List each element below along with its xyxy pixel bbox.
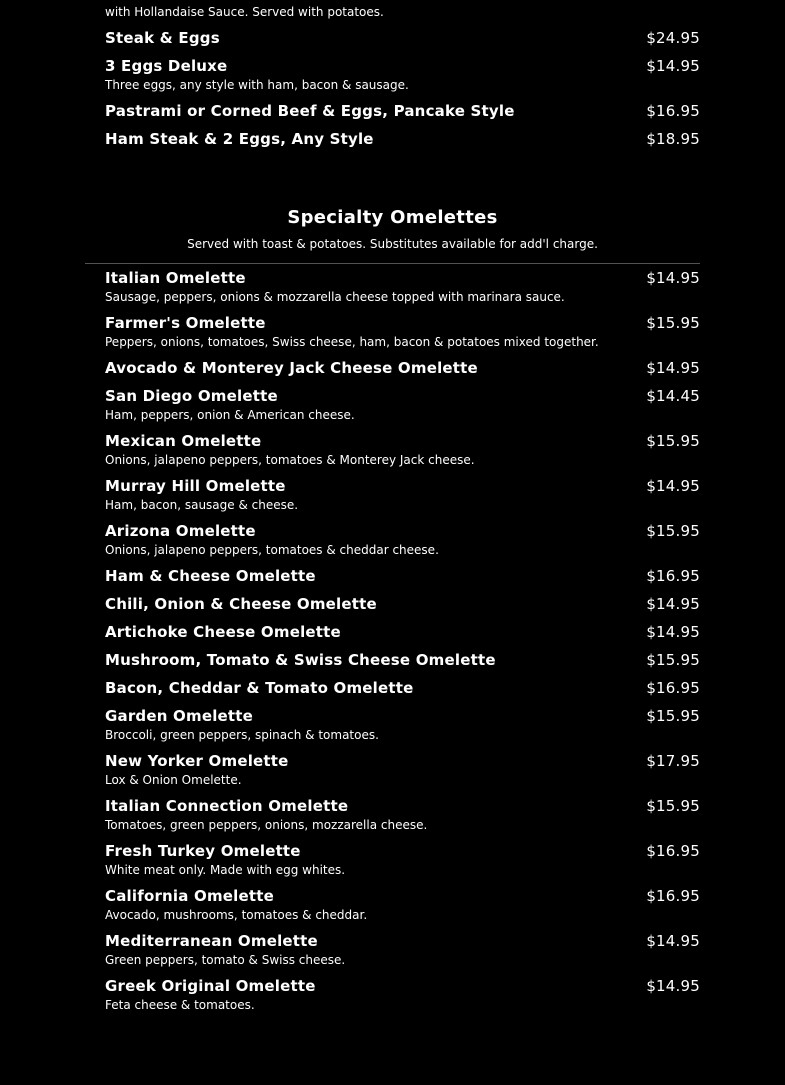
menu-item [105,384,700,429]
menu-item-price: $14.45 [646,387,700,405]
menu-item-price: $14.95 [646,623,700,641]
menu-item-description: Sausage, peppers, onions & mozzarella cheese topped with marinara sauce. [105,290,565,304]
menu-item-price: $15.95 [646,707,700,725]
menu-item-name: Greek Original Omelette [105,977,316,995]
menu-item-price: $16.95 [646,567,700,585]
menu-item-row [105,99,700,127]
menu-item-name: Steak & Eggs [105,29,220,47]
section-subtitle: Served with toast & potatoes. Substitutes available for add'l charge. [187,237,598,251]
menu-item [105,429,700,474]
eggs-menu-list [105,26,700,155]
menu-item-name: Farmer's Omelette [105,314,266,332]
menu-item [105,794,700,839]
menu-item-price: $15.95 [646,797,700,815]
menu-item-row [105,592,700,620]
menu-item-price: $15.95 [646,432,700,450]
menu-item [105,564,700,592]
menu-item [105,974,700,1019]
menu-item-description: Three eggs, any style with ham, bacon & sausage. [105,78,409,92]
menu-item-name: Chili, Onion & Cheese Omelette [105,595,377,613]
menu-item [105,749,700,794]
menu-item-price: $14.95 [646,595,700,613]
menu-item [105,99,700,127]
menu-item-name: Arizona Omelette [105,522,256,540]
menu-item-price: $16.95 [646,887,700,905]
menu-item-name: Avocado & Monterey Jack Cheese Omelette [105,359,478,377]
menu-item-description: Onions, jalapeno peppers, tomatoes & cheddar cheese. [105,543,439,557]
menu-item-name: Ham Steak & 2 Eggs, Any Style [105,130,374,148]
menu-item-row [105,620,700,648]
menu-item-description: Green peppers, tomato & Swiss cheese. [105,953,346,967]
menu-item-row [105,356,700,384]
menu-item-description: Ham, bacon, sausage & cheese. [105,498,299,512]
section-title: Specialty Omelettes [287,207,498,228]
menu-item-description: Lox & Onion Omelette. [105,773,242,787]
menu-item-row [105,127,700,155]
menu-item [105,356,700,384]
menu-item-price: $15.95 [646,522,700,540]
menu-item-name: Italian Omelette [105,269,246,287]
menu-item [105,127,700,155]
menu-item [105,26,700,54]
menu-item [105,839,700,884]
menu-item-name: Bacon, Cheddar & Tomato Omelette [105,679,414,697]
menu-item-price: $14.95 [646,477,700,495]
menu-item-description: Feta cheese & tomatoes. [105,998,255,1012]
menu-item-price: $15.95 [646,314,700,332]
section-divider [85,263,700,264]
item-description: with Hollandaise Sauce. Served with potatoes. [105,5,384,19]
menu-item-row [105,676,700,704]
menu-item-row [105,564,700,592]
menu-item-description: Ham, peppers, onion & American cheese. [105,408,355,422]
menu-item-price: $14.95 [646,269,700,287]
menu-item-name: California Omelette [105,887,274,905]
menu-item-description: Tomatoes, green peppers, onions, mozzarella cheese. [105,818,428,832]
menu-item-name: New Yorker Omelette [105,752,289,770]
menu-item-price: $14.95 [646,932,700,950]
omelettes-menu-list [105,266,700,1019]
menu-item [105,266,700,311]
menu-item-price: $17.95 [646,752,700,770]
menu-item-name: Mediterranean Omelette [105,932,318,950]
menu-item-name: 3 Eggs Deluxe [105,57,228,75]
menu-item-row [105,648,700,676]
menu-item-price: $16.95 [646,102,700,120]
menu-item [105,592,700,620]
menu-item-name: Italian Connection Omelette [105,797,349,815]
menu-item [105,704,700,749]
menu-item-description: White meat only. Made with egg whites. [105,863,346,877]
menu-item [105,54,700,99]
menu-item-name: San Diego Omelette [105,387,278,405]
menu-item [105,884,700,929]
menu-item-name: Fresh Turkey Omelette [105,842,301,860]
menu-item-price: $16.95 [646,679,700,697]
menu-item [105,648,700,676]
menu-item-description: Peppers, onions, tomatoes, Swiss cheese, ham, bacon & potatoes mixed together. [105,335,599,349]
menu-item [105,474,700,519]
menu-item-row [105,26,700,54]
menu-item-name: Garden Omelette [105,707,254,725]
menu-item-name: Artichoke Cheese Omelette [105,623,341,641]
menu-item [105,929,700,974]
menu-item-description: Broccoli, green peppers, spinach & tomatoes. [105,728,379,742]
menu-item [105,311,700,356]
menu-item-price: $16.95 [646,842,700,860]
menu-item-price: $18.95 [646,130,700,148]
menu-item-price: $24.95 [646,29,700,47]
menu-item-price: $15.95 [646,651,700,669]
menu-item [105,676,700,704]
menu-item [105,519,700,564]
menu-item-name: Ham & Cheese Omelette [105,567,316,585]
menu-item-price: $14.95 [646,977,700,995]
menu-item-description: Avocado, mushrooms, tomatoes & cheddar. [105,908,368,922]
menu-item-price: $14.95 [646,359,700,377]
menu-item-name: Mexican Omelette [105,432,262,450]
menu-item-name: Mushroom, Tomato & Swiss Cheese Omelette [105,651,496,669]
menu-item-name: Pastrami or Corned Beef & Eggs, Pancake Style [105,102,515,120]
menu-item [105,620,700,648]
menu-item-description: Onions, jalapeno peppers, tomatoes & Monterey Jack cheese. [105,453,475,467]
menu-item-price: $14.95 [646,57,700,75]
menu-item-name: Murray Hill Omelette [105,477,286,495]
